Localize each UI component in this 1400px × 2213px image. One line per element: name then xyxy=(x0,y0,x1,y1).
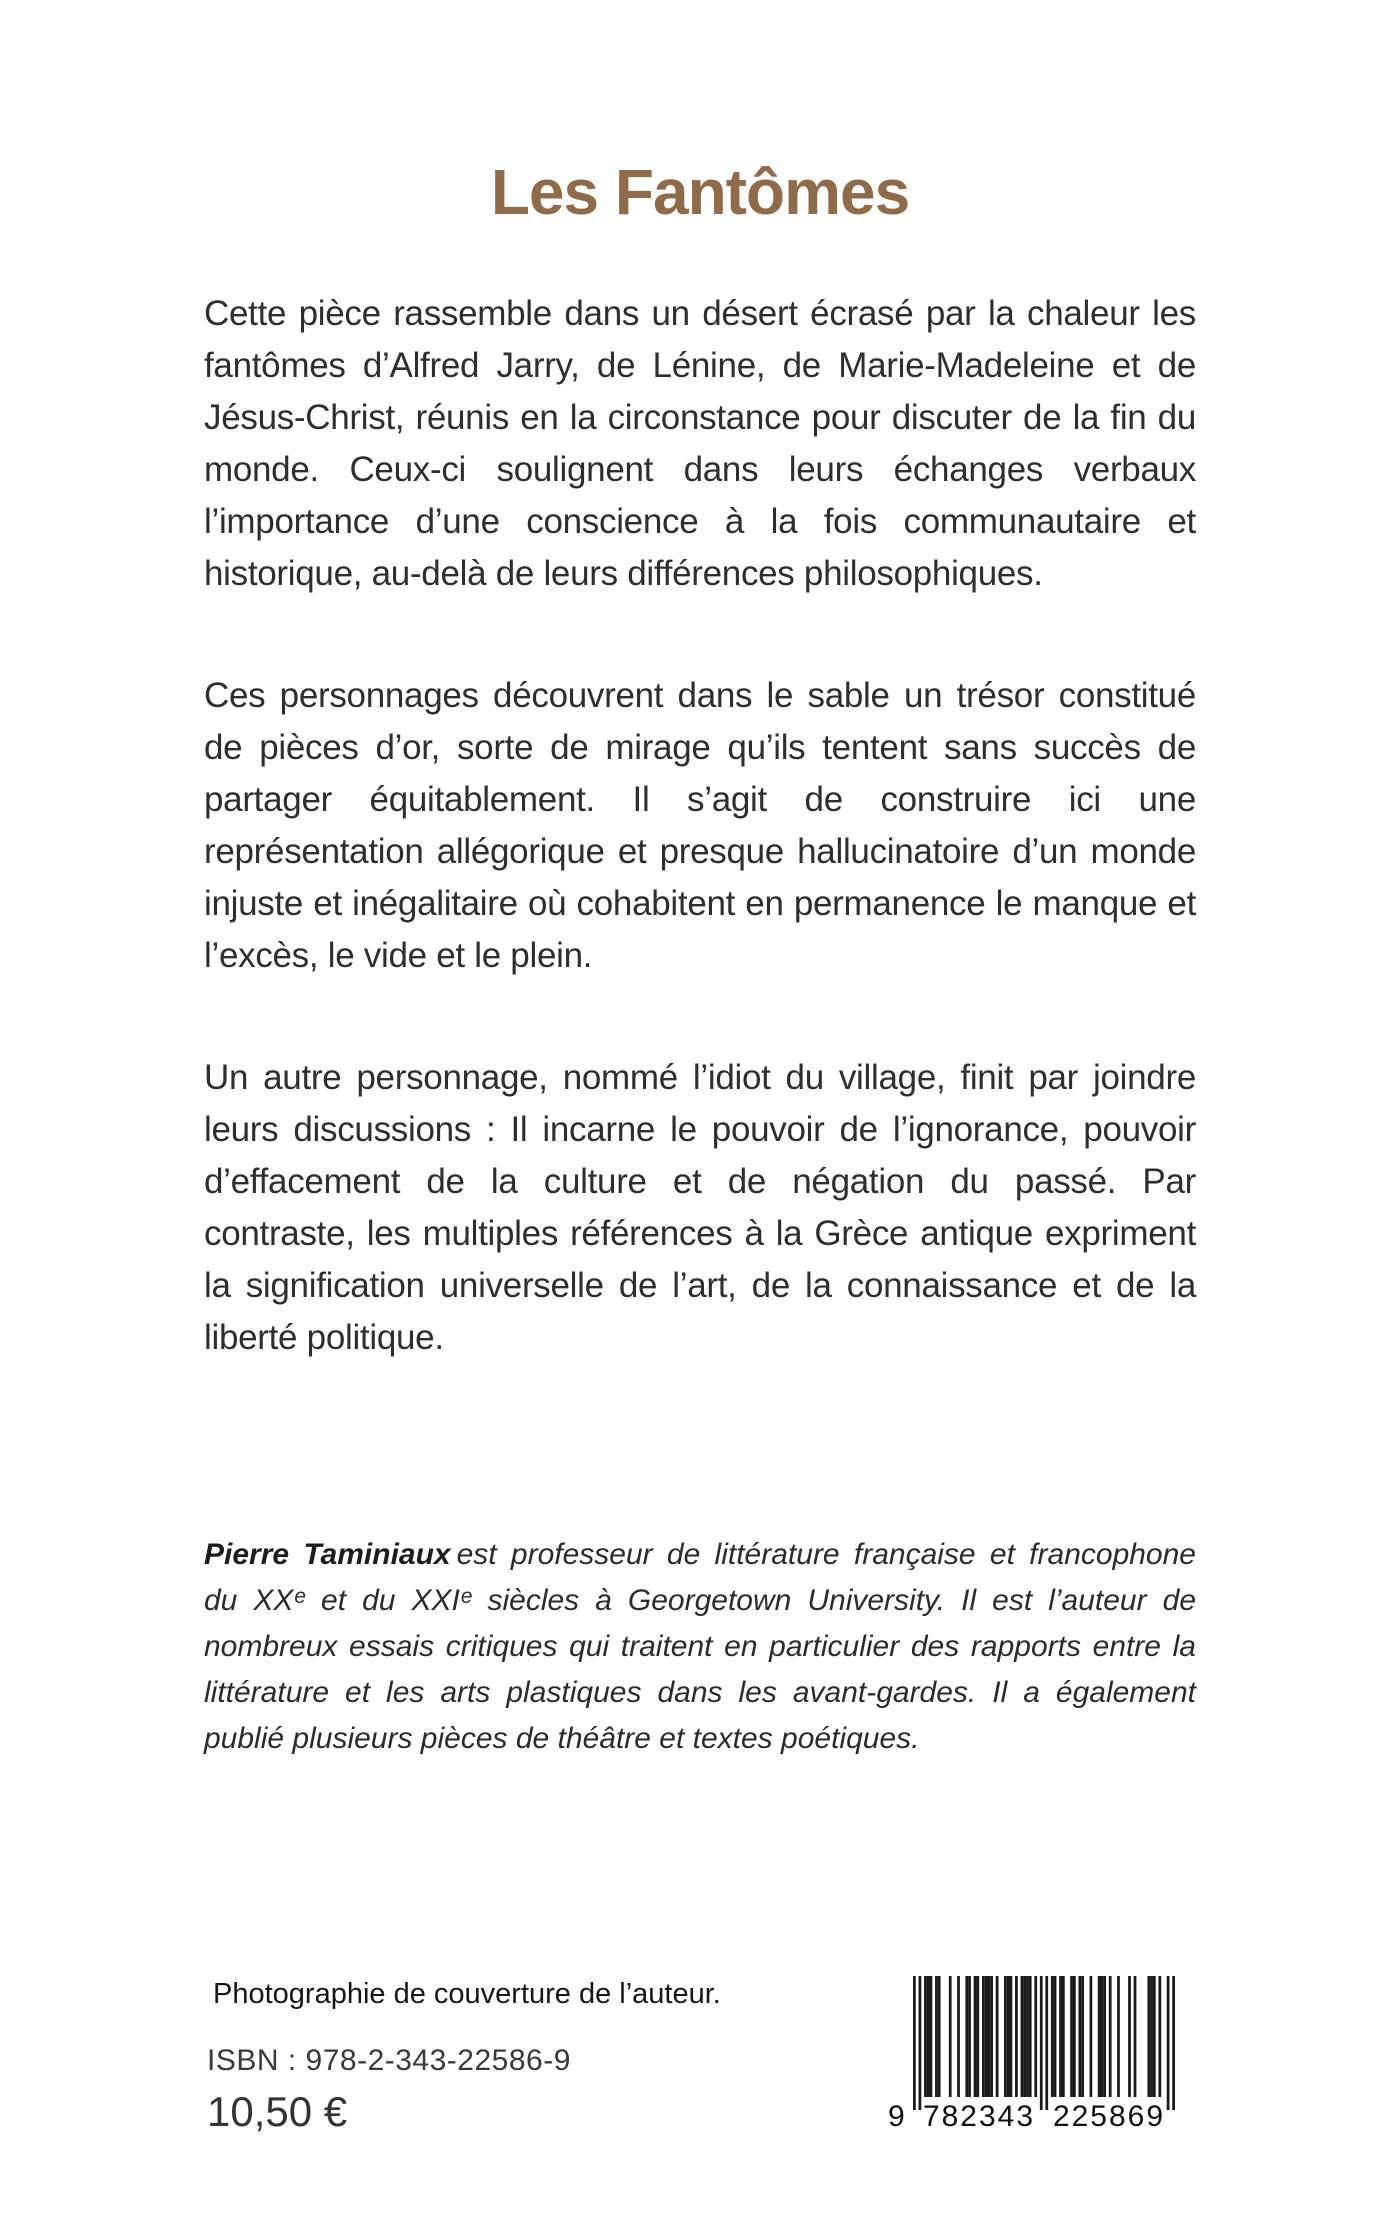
ean13-barcode xyxy=(888,1976,1183,2133)
cover-photo-credit: Photographie de couverture de l’auteur. xyxy=(213,1978,721,2010)
author-bio-text: est professeur de littérature française et francophone du XXᵉ et du XXIᵉ siècles à Georgetown University. Il est l’auteur de nombreux essais critiques qui traitent en particulier des rapports entre la littérature et les arts plastiques dans les avant-gardes. Il a également publié plusieurs pièces de théâtre et textes poétiques. xyxy=(204,1538,1196,1755)
synopsis-paragraph: Ces personnages découvrent dans le sable un trésor constitué de pièces d’or, sorte de mirage qu’ils tentent sans succès de partager équitablement. Il s’agit de construire ici une représentation allégorique et presque hallucinatoire d’un monde injuste et inégalitaire où cohabitent en permanence le manque et l’excès, le vide et le plein. xyxy=(204,676,1196,975)
price-text: 10,50 € xyxy=(207,2088,348,2135)
isbn-text: ISBN : 978-2-343-22586-9 xyxy=(207,2044,571,2077)
synopsis-block xyxy=(204,288,1196,1364)
synopsis-paragraph: Cette pièce rassemble dans un désert écrasé par la chaleur les fantômes d’Alfred Jarry, de Lénine, de Marie-Madeleine et de Jésus-Christ, réunis en la circonstance pour discuter de la fin du monde. Ceux-ci soulignent dans leurs échanges verbaux l’importance d’une conscience à la fois communautaire et historique, au-delà de leurs différences philosophiques. xyxy=(204,294,1196,593)
author-name: Pierre Taminiaux xyxy=(204,1538,451,1571)
barcode-bars xyxy=(913,1976,1175,2110)
synopsis-paragraph: Un autre personnage, nommé l’idiot du village, finit par joindre leurs discussions : Il incarne le pouvoir de l’ignorance, pouvoir d’effacement de la culture et de négation du passé. Par contraste, les multiples références à la Grèce antique expriment la signification universelle de l’art, de la connaissance et de la liberté politique. xyxy=(204,1058,1196,1357)
barcode-digit-left: 9 xyxy=(888,2100,905,2133)
page-title: Les Fantômes xyxy=(490,155,910,228)
barcode-digits-group1: 782343 xyxy=(922,2100,1036,2133)
author-bio xyxy=(204,1532,1196,1762)
barcode-digits-group2: 225869 xyxy=(1052,2100,1166,2133)
